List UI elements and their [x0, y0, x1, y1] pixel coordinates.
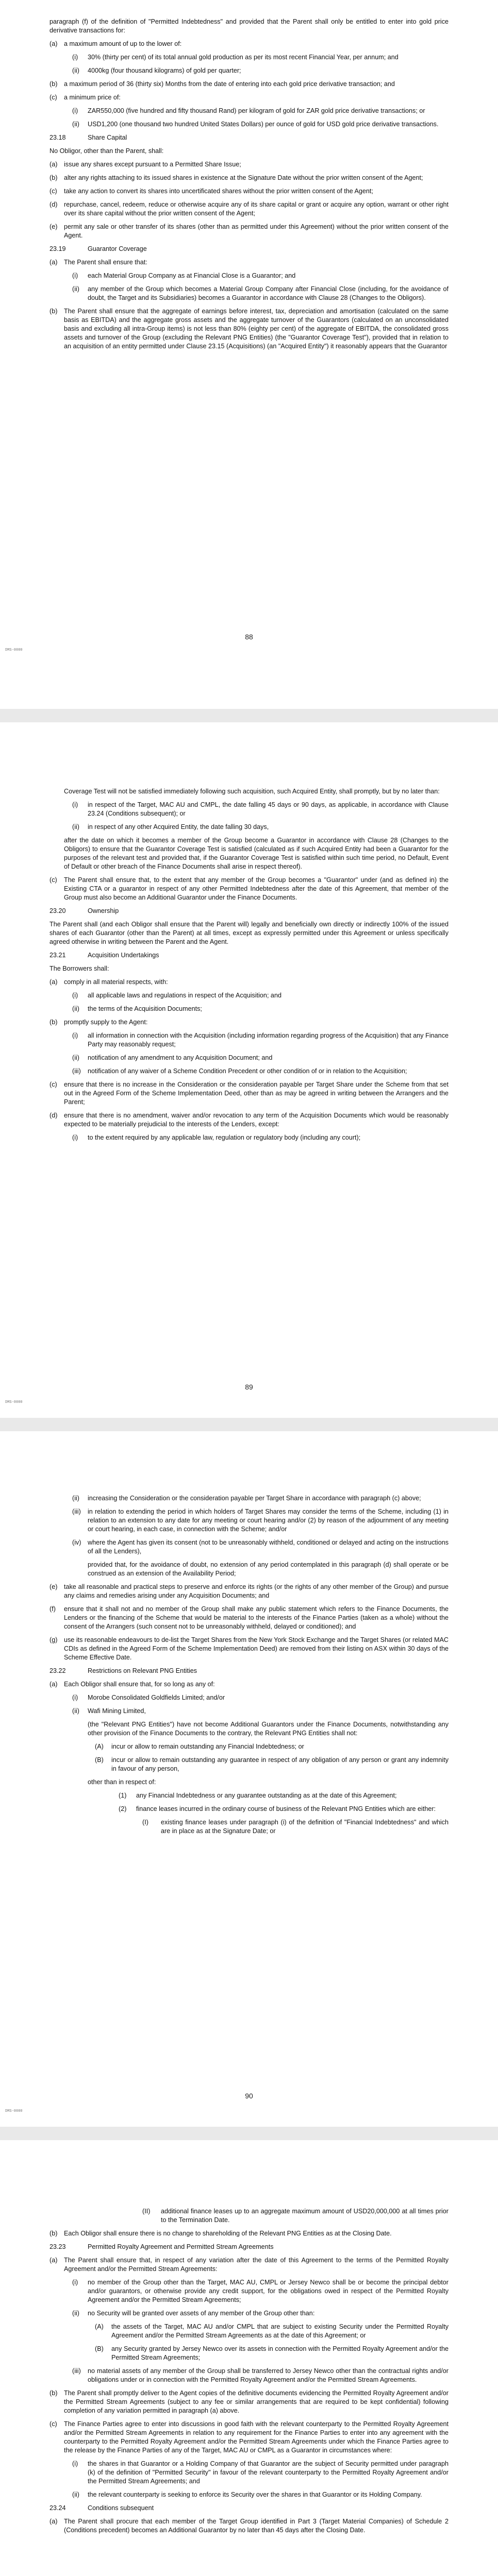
list-item-label: (b) [49, 174, 58, 181]
list-item-text: take all reasonable and practical steps to preserve and enforce its rights (or the rights of any other member of the Group) and pursue any claims and remedies arising under any Acquisition Documents; and [64, 1583, 449, 1599]
document-reference: DMS-0000 [5, 2109, 23, 2113]
body-paragraph: paragraph (f) of the definition of "Permitted Indebtedness" and provided that the Parent shall only be entitled to enter into gold price derivative transactions for: [49, 18, 449, 34]
list-item-label: (c) [49, 94, 57, 101]
list-item [49, 2420, 449, 2455]
list-item-text: to the extent required by any applicable law, regulation or regulatory body (including any court); [88, 1134, 361, 1141]
clause-number: 23.24 [49, 2504, 66, 2512]
list-item-text: The Parent shall ensure that, to the extent that any member of the Group becomes a "Guarantor" under (and as defined in) the Existing CTA or a guarantor in respect of any other Permitted Indebtedness after the date of this Agreement, that member of the Group must also become an Additional Guarantor under the Finance Documents. [64, 876, 449, 901]
body-paragraph: provided that, for the avoidance of doubt, no extension of any period contemplated in this paragraph (d) shall operate or be construed as an extension of the Availability Period; [88, 1561, 449, 1577]
list-item-label: (b) [49, 1019, 58, 1026]
list-item [49, 187, 449, 196]
list-item-label: (e) [49, 1583, 58, 1590]
clause-number: 23.18 [49, 134, 66, 141]
list-item [49, 2207, 449, 2225]
list-item-label: (a) [49, 161, 58, 168]
list-item-label: (B) [95, 1756, 104, 1764]
list-item-label: (c) [49, 876, 57, 884]
list-item-label: (c) [49, 188, 57, 195]
clause-title: Restrictions on Relevant PNG Entities [88, 1667, 197, 1674]
list-item-text: take any action to convert its shares into uncertificated shares without the prior written consent of the Agent; [64, 188, 373, 195]
page-number: 89 [245, 1383, 253, 1391]
list-item [49, 223, 449, 240]
list-item [49, 823, 449, 832]
list-item [49, 2229, 449, 2238]
list-item-text: ZAR550,000 (five hundred and fifty thousand Rand) per kilogram of gold for ZAR gold price derivative transactions; or [88, 107, 425, 114]
list-item-label: (f) [49, 1605, 56, 1613]
list-item-text: no material assets of any member of the Group shall be transferred to Jersey Newco other than the contractual rights and/or obligations under or in connection with the Permitted Royalty Agreement and/or the Permitted Stream Agreements. [88, 2367, 449, 2383]
list-item-text: any member of the Group which becomes a Material Group Company after Financial Close (including, for the avoidance of doubt, the Target and its Subsidiaries) becomes a Guarantor in accordance with Clause 28 (Changes to the Obligors). [88, 285, 449, 301]
list-item-text: all applicable laws and regulations in respect of the Acquisition; and [88, 992, 281, 999]
list-item [49, 1680, 449, 1689]
list-item-label: (B) [95, 2345, 104, 2352]
list-item-text: no Security will be granted over assets of any member of the Group other than: [88, 2310, 315, 2317]
list-item [49, 1756, 449, 1773]
list-item-label: (i) [72, 107, 78, 114]
document-page-89 [0, 722, 498, 1418]
list-item-label: (I) [142, 1819, 148, 1826]
list-item-label: (A) [95, 1743, 104, 1750]
clause-heading [49, 1667, 449, 1675]
list-item-text: any Financial Indebtedness or any guarantee outstanding as at the date of this Agreement; [136, 1792, 397, 1799]
list-item-text: The Parent shall promptly deliver to the Agent copies of the definitive documents evidencing the Permitted Royalty Agreement and/or the Permitted Stream Agreements (subject to any fee or similar arrangements that are required to be kept confidential) following completion of any variation permitted in paragraph (a) above. [64, 2389, 449, 2414]
list-item-text: comply in all material respects, with: [64, 978, 168, 986]
list-item-label: (i) [72, 1134, 78, 1141]
body-paragraph: Coverage Test will not be satisfied immediately following such acquisition, such Acquired Entity, shall promptly, but by no later than: [64, 788, 440, 795]
body-paragraph: other than in respect of: [88, 1778, 156, 1786]
list-item-label: (a) [49, 2518, 58, 2525]
clause-heading [49, 2504, 449, 2513]
list-item-label: (i) [72, 801, 78, 808]
list-item [49, 801, 449, 818]
clause-number: 23.21 [49, 952, 66, 959]
page-gap [0, 1418, 498, 1431]
list-item-label: (g) [49, 1636, 58, 1643]
list-item-label: (i) [72, 54, 78, 61]
list-item-label: (ii) [72, 823, 79, 831]
list-item [49, 2256, 449, 2274]
list-item-text: The Parent shall procure that each member of the Target Group identified in Part 3 (Target Material Companies) of Schedule 2 (Conditions precedent) becomes an Additional Guarantor by no later than 45 days after the Closing Date. [64, 2518, 449, 2534]
list-item-label: (b) [49, 80, 58, 88]
body-paragraph: The Parent shall (and each Obligor shall ensure that the Parent will) legally and beneficially own directly or indirectly 100% of the issued shares of each Guarantor (other than the Parent) at all times, except as expressly permitted under this Agreement or unless specifically agreed otherwise in writing between the Parent and the Agent. [49, 921, 449, 945]
list-item-text: in respect of any other Acquired Entity, the date falling 30 days, [88, 823, 269, 831]
page-number: 90 [245, 2092, 253, 2100]
list-item-label: (a) [49, 2257, 58, 2264]
list-item [49, 1636, 449, 1662]
list-item [49, 93, 449, 102]
list-item [49, 200, 449, 218]
list-item-text: alter any rights attaching to its issued shares in existence at the Signature Date without the prior written consent of the Agent; [64, 174, 423, 181]
list-item [49, 1067, 449, 1076]
list-item [49, 1605, 449, 1631]
list-item [49, 307, 449, 351]
list-item-text: ensure that it shall not and no member of the Group shall make any public statement which refers to the Finance Documents, the Lenders or the financing of the Scheme that would be material to the interests of the Finance Parties (taken as a whole) without the consent of the Arrangers (such consent not to be unreasonably withheld, delayed or conditioned); and [64, 1605, 449, 1630]
clause-title: Guarantor Coverage [88, 245, 147, 252]
list-item-label: (ii) [72, 121, 79, 128]
page-body [49, 1494, 449, 1840]
clause-number: 23.22 [49, 1667, 66, 1674]
clause-number: 23.20 [49, 907, 66, 914]
list-item [49, 876, 449, 902]
clause-title: Share Capital [88, 134, 127, 141]
list-item [49, 1080, 449, 1107]
list-item-text: The Parent shall ensure that the aggregate of earnings before interest, tax, depreciation and amortisation (calculated on the same basis as EBITDA) and the aggregate gross assets and the aggregate turnover of the Guarantors (calculated on an unconsolidated basis and excluding all intra-Group items) is not less than 80% (eighty per cent) of the aggregate of EBITDA, the consolidated gross assets and turnover of the Group (excluding the Relevant PNG Entities) (the "Guarantor Coverage Test"), provided that in relation to an acquisition of an entity permitted under Clause 23.15 (Acquisitions) (an "Acquired Entity") it reasonably appears that the Guarantor [64, 308, 449, 350]
list-item-label: (b) [49, 2389, 58, 2397]
document-reference: DMS-0000 [5, 1400, 23, 1404]
list-item-label: (b) [49, 308, 58, 315]
list-item [49, 272, 449, 280]
list-item-label: (e) [49, 223, 58, 230]
clause-number: 23.23 [49, 2243, 66, 2250]
list-item-text: Morobe Consolidated Goldfields Limited; and/or [88, 1694, 225, 1701]
list-item [49, 1791, 449, 1800]
list-item-label: (d) [49, 1112, 58, 1119]
list-item [49, 2490, 449, 2499]
list-item-text: a maximum amount of up to the lower of: [64, 40, 182, 47]
list-item [49, 53, 449, 62]
clause-heading [49, 907, 449, 916]
document-page-88 [0, 0, 498, 709]
list-item-label: (1) [119, 1792, 127, 1799]
list-item-text: Wafi Mining Limited, [88, 1707, 146, 1715]
list-item [49, 2389, 449, 2415]
list-item [49, 2323, 449, 2340]
list-item-label: (2) [119, 1805, 127, 1812]
list-item-text: increasing the Consideration or the consideration payable per Target Share in accordance with paragraph (c) above; [88, 1495, 421, 1502]
list-item-label: (c) [49, 1081, 57, 1088]
list-item-text: use its reasonable endeavours to de-list the Target Shares from the New York Stock Exchange and the Target Shares (or related MAC CDIs as defined in the Agreed Form of the Scheme Implementation Deed) are removed from their listing on ASX within 30 days of the Scheme Effective Date. [64, 1636, 449, 1661]
document-page-90 [0, 1431, 498, 2127]
list-item-label: (ii) [72, 1707, 79, 1715]
list-item [49, 40, 449, 48]
body-paragraph: after the date on which it becomes a member of the Group become a Guarantor in accordance with Clause 28 (Changes to the Obligors) to ensure that the Guarantor Coverage Test is satisfied (calculated as if such Acquired Entity had been a Guarantor for the purposes of the relevant test and provided that, if the Guarantor Coverage Test is satisfied within such time period, no Default, Event of Default or other breach of the Finance Documents shall arise in respect thereof). [64, 837, 449, 870]
list-item [49, 1742, 449, 1751]
page-body [49, 2207, 449, 2539]
list-item [49, 1538, 449, 1556]
list-item-label: (iv) [72, 1539, 81, 1546]
list-item-label: (ii) [72, 1495, 79, 1502]
list-item-text: Each Obligor shall ensure there is no change to shareholding of the Relevant PNG Entities as at the Closing Date. [64, 2230, 392, 2237]
list-item [49, 66, 449, 75]
list-item [49, 991, 449, 1000]
list-item [49, 80, 449, 89]
list-item-label: (i) [72, 1032, 78, 1039]
list-item-label: (ii) [72, 2310, 79, 2317]
document-reference: DMS-0000 [5, 648, 23, 652]
list-item-text: the assets of the Target, MAC AU and/or CMPL that are subject to existing Security under the Permitted Royalty Agreement and/or the Permitted Stream Agreements as at the date of this Agreement; or [111, 2323, 449, 2339]
list-item [49, 2367, 449, 2384]
clause-title: Conditions subsequent [88, 2504, 154, 2512]
list-item [49, 978, 449, 987]
clause-number: 23.19 [49, 245, 66, 252]
clause-title: Acquisition Undertakings [88, 952, 159, 959]
list-item-label: (i) [72, 992, 78, 999]
list-item-label: (ii) [72, 285, 79, 293]
list-item [49, 258, 449, 267]
list-item [49, 2517, 449, 2535]
clause-heading [49, 133, 449, 142]
document-page-91 [0, 2140, 498, 2576]
list-item-text: ensure that there is no increase in the Consideration or the consideration payable per Target Share under the Scheme from that set out in the Agreed Form of the Scheme Implementation Deed, other than as may be agreed in writing between the Arrangers and the Parent; [64, 1081, 449, 1106]
list-item-text: notification of any waiver of a Scheme Condition Precedent or other condition of or in relation to the Acquisition; [88, 1067, 407, 1075]
list-item-label: (II) [142, 2208, 151, 2215]
list-item-text: any Security granted by Jersey Newco over its assets in connection with the Permitted Royalty Agreement and/or the Permitted Stream Agreements; [111, 2345, 449, 2361]
list-item-text: a maximum period of 36 (thirty six) Months from the date of entering into each gold price derivative transaction; and [64, 80, 395, 88]
list-item [49, 2278, 449, 2304]
list-item-text: finance leases incurred in the ordinary course of business of the Relevant PNG Entities which are either: [136, 1805, 436, 1812]
list-item-text: USD1,200 (one thousand two hundred United States Dollars) per ounce of gold for USD gold price derivative transactions. [88, 121, 439, 128]
list-item-label: (c) [49, 2420, 57, 2428]
list-item-text: The Finance Parties agree to enter into discussions in good faith with the relevant counterparty to the Permitted Royalty Agreement and/or the Permitted Stream Agreements in relation to any requirement for the Finance Parties to enter into any agreement with the counterparty to the Permitted Royalty Agreement and/or the Permitted Stream Agreements under which the Finance Parties agree to the release by the Finance Parties of any of the Target, MAC AU or CMPL as a Guarantor in circumstances where: [64, 2420, 449, 2454]
list-item-label: (ii) [72, 2491, 79, 2498]
page-body [49, 18, 449, 355]
list-item-label: (ii) [72, 67, 79, 74]
list-item [49, 1111, 449, 1129]
list-item-label: (a) [49, 1681, 58, 1688]
list-item-label: (iii) [72, 2367, 81, 2375]
list-item-text: 4000kg (four thousand kilograms) of gold per quarter; [88, 67, 241, 74]
clause-title: Ownership [88, 907, 119, 914]
clause-heading [49, 2243, 449, 2251]
list-item-text: the relevant counterparty is seeking to enforce its Security over the shares in that Guarantor or its Holding Company. [88, 2491, 422, 2498]
list-item-text: no member of the Group other than the Target, MAC AU, CMPL or Jersey Newco shall be or become the principal debtor and/or guarantors, or otherwise provide any credit support, for the obligations owed in respect of the Permitted Royalty Agreement and/or the Permitted Stream Agreements; [88, 2279, 449, 2303]
list-item [49, 1805, 449, 1814]
list-item-text: the shares in that Guarantor or a Holding Company of that Guarantor are the subject of Security permitted under paragraph (k) of the definition of "Permitted Security" in favour of the relevant counterparty to the Permitted Royalty Agreement and/or the Permitted Stream Agreements; and [88, 2460, 449, 2485]
list-item-text: in relation to extending the period in which holders of Target Shares may consider the terms of the Scheme, including (1) in relation to an extension to any date for any meeting or court hearing and/or (2) by reason of the adjournment of any meeting or court hearing, in each case, in connection with the Scheme; and/or [88, 1508, 449, 1533]
clause-title: Permitted Royalty Agreement and Permitted Stream Agreements [88, 2243, 274, 2250]
list-item [49, 1054, 449, 1062]
list-item-text: a minimum price of: [64, 94, 121, 101]
list-item-text: promptly supply to the Agent: [64, 1019, 148, 1026]
list-item [49, 1031, 449, 1049]
list-item [49, 174, 449, 182]
list-item [49, 1583, 449, 1600]
body-paragraph: (the "Relevant PNG Entities") have not become Additional Guarantors under the Finance Documents, notwithstanding any other provision of the Finance Documents to the contrary, the Relevant PNG Entities shall not: [88, 1721, 449, 1737]
list-item-text: incur or allow to remain outstanding any Financial Indebtedness; or [111, 1743, 304, 1750]
list-item [49, 1005, 449, 1013]
list-item [49, 1693, 449, 1702]
list-item-text: repurchase, cancel, redeem, reduce or otherwise acquire any of its share capital or grant or acquire any option, warrant or other right over its share capital without the prior written consent of the Agent; [64, 201, 449, 217]
list-item-label: (a) [49, 259, 58, 266]
list-item [49, 1494, 449, 1503]
page-body [49, 787, 449, 1147]
list-item-text: 30% (thirty per cent) of its total annual gold production as per its most recent Financial Year, per annum; and [88, 54, 399, 61]
page-gap [0, 709, 498, 722]
list-item-label: (d) [49, 201, 58, 208]
list-item-text: all information in connection with the Acquisition (including information regarding progress of the Acquisition) that any Finance Party may reasonably request; [88, 1032, 449, 1048]
list-item-label: (i) [72, 272, 78, 279]
list-item [49, 2345, 449, 2362]
list-item-text: additional finance leases up to an aggregate maximum amount of USD20,000,000 at all times prior to the Termination Date. [161, 2208, 449, 2224]
list-item-text: The Parent shall ensure that: [64, 259, 147, 266]
body-paragraph: No Obligor, other than the Parent, shall: [49, 147, 164, 155]
clause-heading [49, 951, 449, 960]
list-item-text: ensure that there is no amendment, waiver and/or revocation to any term of the Acquisition Documents which would be reasonably expected to be materially prejudicial to the interests of the Lenders, except: [64, 1112, 449, 1128]
list-item [49, 1018, 449, 1027]
list-item-label: (b) [49, 2230, 58, 2237]
list-item-text: issue any shares except pursuant to a Permitted Share Issue; [64, 161, 241, 168]
list-item-text: notification of any amendment to any Acquisition Document; and [88, 1054, 273, 1061]
list-item [49, 107, 449, 115]
list-item-text: Each Obligor shall ensure that, for so long as any of: [64, 1681, 215, 1688]
list-item-label: (iii) [72, 1508, 81, 1515]
list-item-text: The Parent shall ensure that, in respect of any variation after the date of this Agreement to the terms of the Permitted Royalty Agreement and/or the Permitted Stream Agreements: [64, 2257, 449, 2273]
list-item [49, 285, 449, 302]
list-item [49, 160, 449, 169]
list-item-label: (A) [95, 2323, 104, 2330]
list-item [49, 2460, 449, 2486]
list-item [49, 1707, 449, 1716]
list-item-label: (a) [49, 978, 58, 986]
page-number: 88 [245, 633, 253, 641]
list-item-label: (a) [49, 40, 58, 47]
list-item-text: in respect of the Target, MAC AU and CMPL, the date falling 45 days or 90 days, as applicable, in accordance with Clause 23.24 (Conditions subsequent); or [88, 801, 449, 817]
clause-heading [49, 245, 449, 253]
list-item [49, 2309, 449, 2318]
list-item [49, 1818, 449, 1836]
list-item-label: (i) [72, 1694, 78, 1701]
list-item-label: (iii) [72, 1067, 81, 1075]
list-item [49, 1507, 449, 1534]
list-item-label: (ii) [72, 1054, 79, 1061]
list-item-text: permit any sale or other transfer of its shares (other than as permitted under this Agreement) without the prior written consent of the Agent. [64, 223, 449, 239]
list-item-label: (i) [72, 2279, 78, 2286]
list-item-text: existing finance leases under paragraph (i) of the definition of "Financial Indebtedness" and which are in place as at the Signature Date; or [161, 1819, 449, 1835]
list-item-label: (i) [72, 2460, 78, 2467]
list-item-text: where the Agent has given its consent (not to be unreasonably withheld, conditioned or delayed and acting on the instructions of all the Lenders), [88, 1539, 449, 1555]
list-item-text: the terms of the Acquisition Documents; [88, 1005, 202, 1012]
page-gap [0, 2127, 498, 2140]
list-item-label: (ii) [72, 1005, 79, 1012]
list-item-text: each Material Group Company as at Financial Close is a Guarantor; and [88, 272, 296, 279]
list-item [49, 1133, 449, 1142]
list-item-text: incur or allow to remain outstanding any guarantee in respect of any obligation of any person or grant any indemnity in favour of any person, [111, 1756, 449, 1772]
list-item [49, 120, 449, 129]
body-paragraph: The Borrowers shall: [49, 965, 109, 972]
